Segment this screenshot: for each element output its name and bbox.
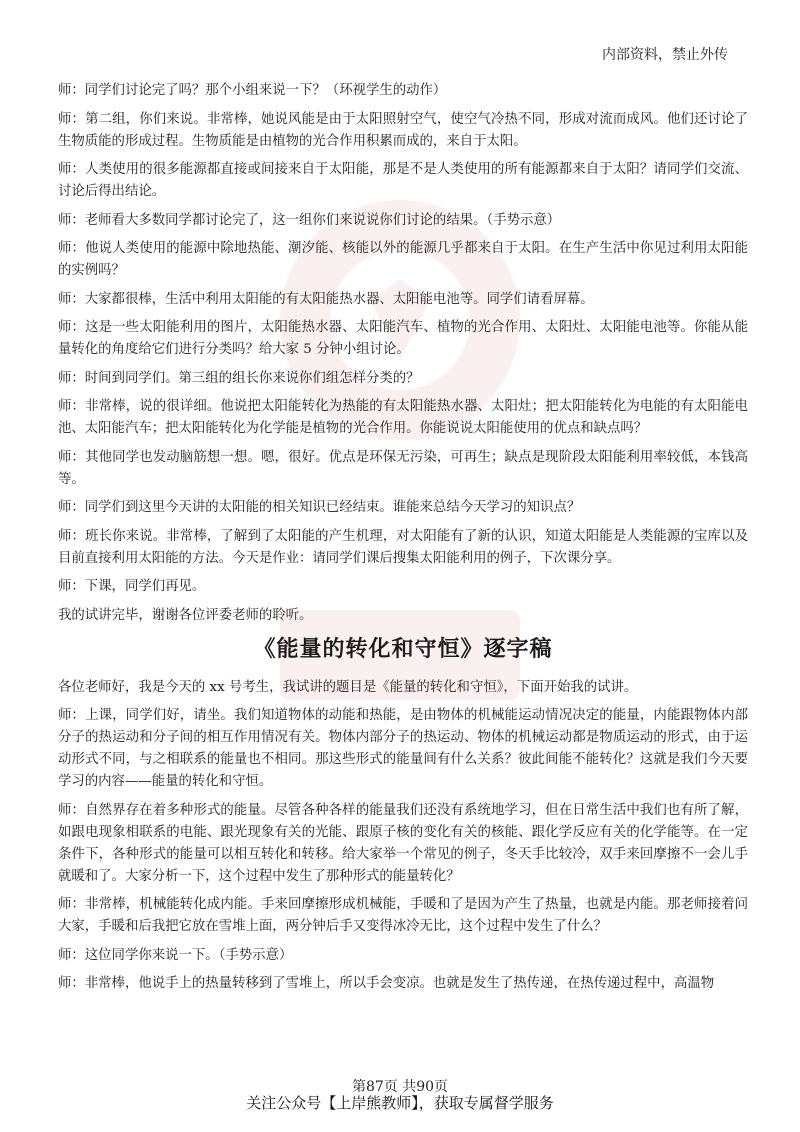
- paragraph: 师：这是一些太阳能利用的图片，太阳能热水器、太阳能汽车、植物的光合作用、太阳灶、太阳能电池等。你能从能量转化的角度给它们进行分类吗？给大家 5 分钟小组讨论。: [58, 320, 748, 357]
- paragraph: 师：他说人类使用的能源中除地热能、潮汐能、核能以外的能源几乎都来自于太阳。在生产生活中你见过利用太阳能的实例吗？: [58, 241, 748, 278]
- paragraph: 我的试讲完毕，谢谢各位评委老师的聆听。: [58, 607, 313, 623]
- paragraph: 师：班长你来说。非常棒，了解到了太阳能的产生机理，对太阳能有了新的认识，知道太阳能是人类能源的宝库以及目前直接利用太阳能的方法。今天是作业：请同学们课后搜集太阳能利用的例子，下次课分享。: [58, 528, 748, 566]
- paragraph: 师：自然界存在着多种形式的能量。尽管各种各样的能量我们还没有系统地学习，但在日常生活中我们也有所了解，如跟电现象相联系的电能、跟光现象有关的光能、跟原子核的变化有关的核能、跟化学反应有关的化学能等。在一定条件下，各种形式的能量可以相互转化和转移。给大家举一个常见的例子，冬天手比较冷，双手来回摩擦不一会儿手就暖和了。大家分析一下，这个过程中发生了那种形式的能量转化？: [58, 802, 748, 884]
- paragraph: 师：上课，同学们好，请坐。我们知道物体的动能和热能，是由物体的机械能运动情况决定的能量，内能跟物体内部分子的热运动和分子间的相互作用情况有关。物体内部分子的热运动、物体的机械运动都是物质运动的形式，由于运动形式不同，与之相联系的能量也不相同。那这些形式的能量间有什么关系？彼此间能不能转化？这就是我们今天要学习的内容——能量的转化和守恒。: [58, 708, 748, 789]
- paragraph: 师：其他同学也发动脑筋想一想。嗯，很好。优点是环保无污染，可再生；缺点是现阶段太阳能利用率较低，本钱高等。: [58, 449, 748, 487]
- paragraph: 师：第二组，你们来说。非常棒，她说风能是由于太阳照射空气，使空气冷热不同，形成对流而成风。他们还讨论了生物质能的形成过程。生物质能是由植物的光合作用积累而成的，来自于太阳。: [58, 111, 748, 149]
- confidential-note: 内部资料，禁止外传: [602, 47, 728, 63]
- paragraph: 师：同学们讨论完了吗？那个小组来说一下？（环视学生的动作）: [58, 83, 447, 98]
- page-number: 第87页 共90页: [351, 1079, 449, 1095]
- paragraph: 师：非常棒，机械能转化成内能。手来回摩擦形成机械能，手暖和了是因为产生了热量，也就是内能。那老师接着问大家，手暖和后我把它放在雪堆上面，两分钟后手又变得冰冷无比，这个过程中发生了什么？: [58, 897, 748, 934]
- paragraph: 师：大家都很棒，生活中利用太阳能的有太阳能热水器、太阳能电池等。同学们请看屏幕。: [58, 291, 594, 307]
- paragraph: 师：非常棒，他说手上的热量转移到了雪堆上，所以手会变凉。也就是发生了热传递，在热传递过程中，高温物: [58, 976, 715, 991]
- document-body: [58, 80, 748, 1002]
- paragraph: 师：人类使用的很多能源都直接或间接来自于太阳能，那是不是人类使用的所有能源都来自于太阳？请同学们交流、讨论后得出结论。: [58, 162, 748, 199]
- paragraph: 师：同学们到这里今天讲的太阳能的相关知识已经结束。谁能来总结今天学习的知识点？: [58, 500, 581, 515]
- paragraph: 师：下课，同学们再见。: [58, 579, 206, 594]
- paragraph: 师：老师看大多数同学都讨论完了，这一组你们来说说你们讨论的结果。（手势示意）: [58, 212, 561, 228]
- paragraph: 各位老师好，我是今天的 xx 号考生，我试讲的题目是《能量的转化和守恒》，下面开始我的试讲。: [58, 679, 638, 695]
- paragraph: 师：时间到同学们。第三组的组长你来说你们组怎样分类的？: [58, 370, 420, 386]
- section-title: 《能量的转化和守恒》逐字稿: [253, 636, 553, 662]
- footer-promo: 关注公众号【上岸熊教师】，获取专属督学服务: [246, 1094, 554, 1112]
- paragraph: 师：这位同学你来说一下。（手势示意）: [58, 947, 293, 963]
- paragraph: 师：非常棒，说的很详细。他说把太阳能转化为热能的有太阳能热水器、太阳灶；把太阳能转化为电能的有太阳能电池、太阳能汽车；把太阳能转化为化学能是植物的光合作用。你能说说太阳能使用的优点和缺点吗？: [58, 399, 748, 436]
